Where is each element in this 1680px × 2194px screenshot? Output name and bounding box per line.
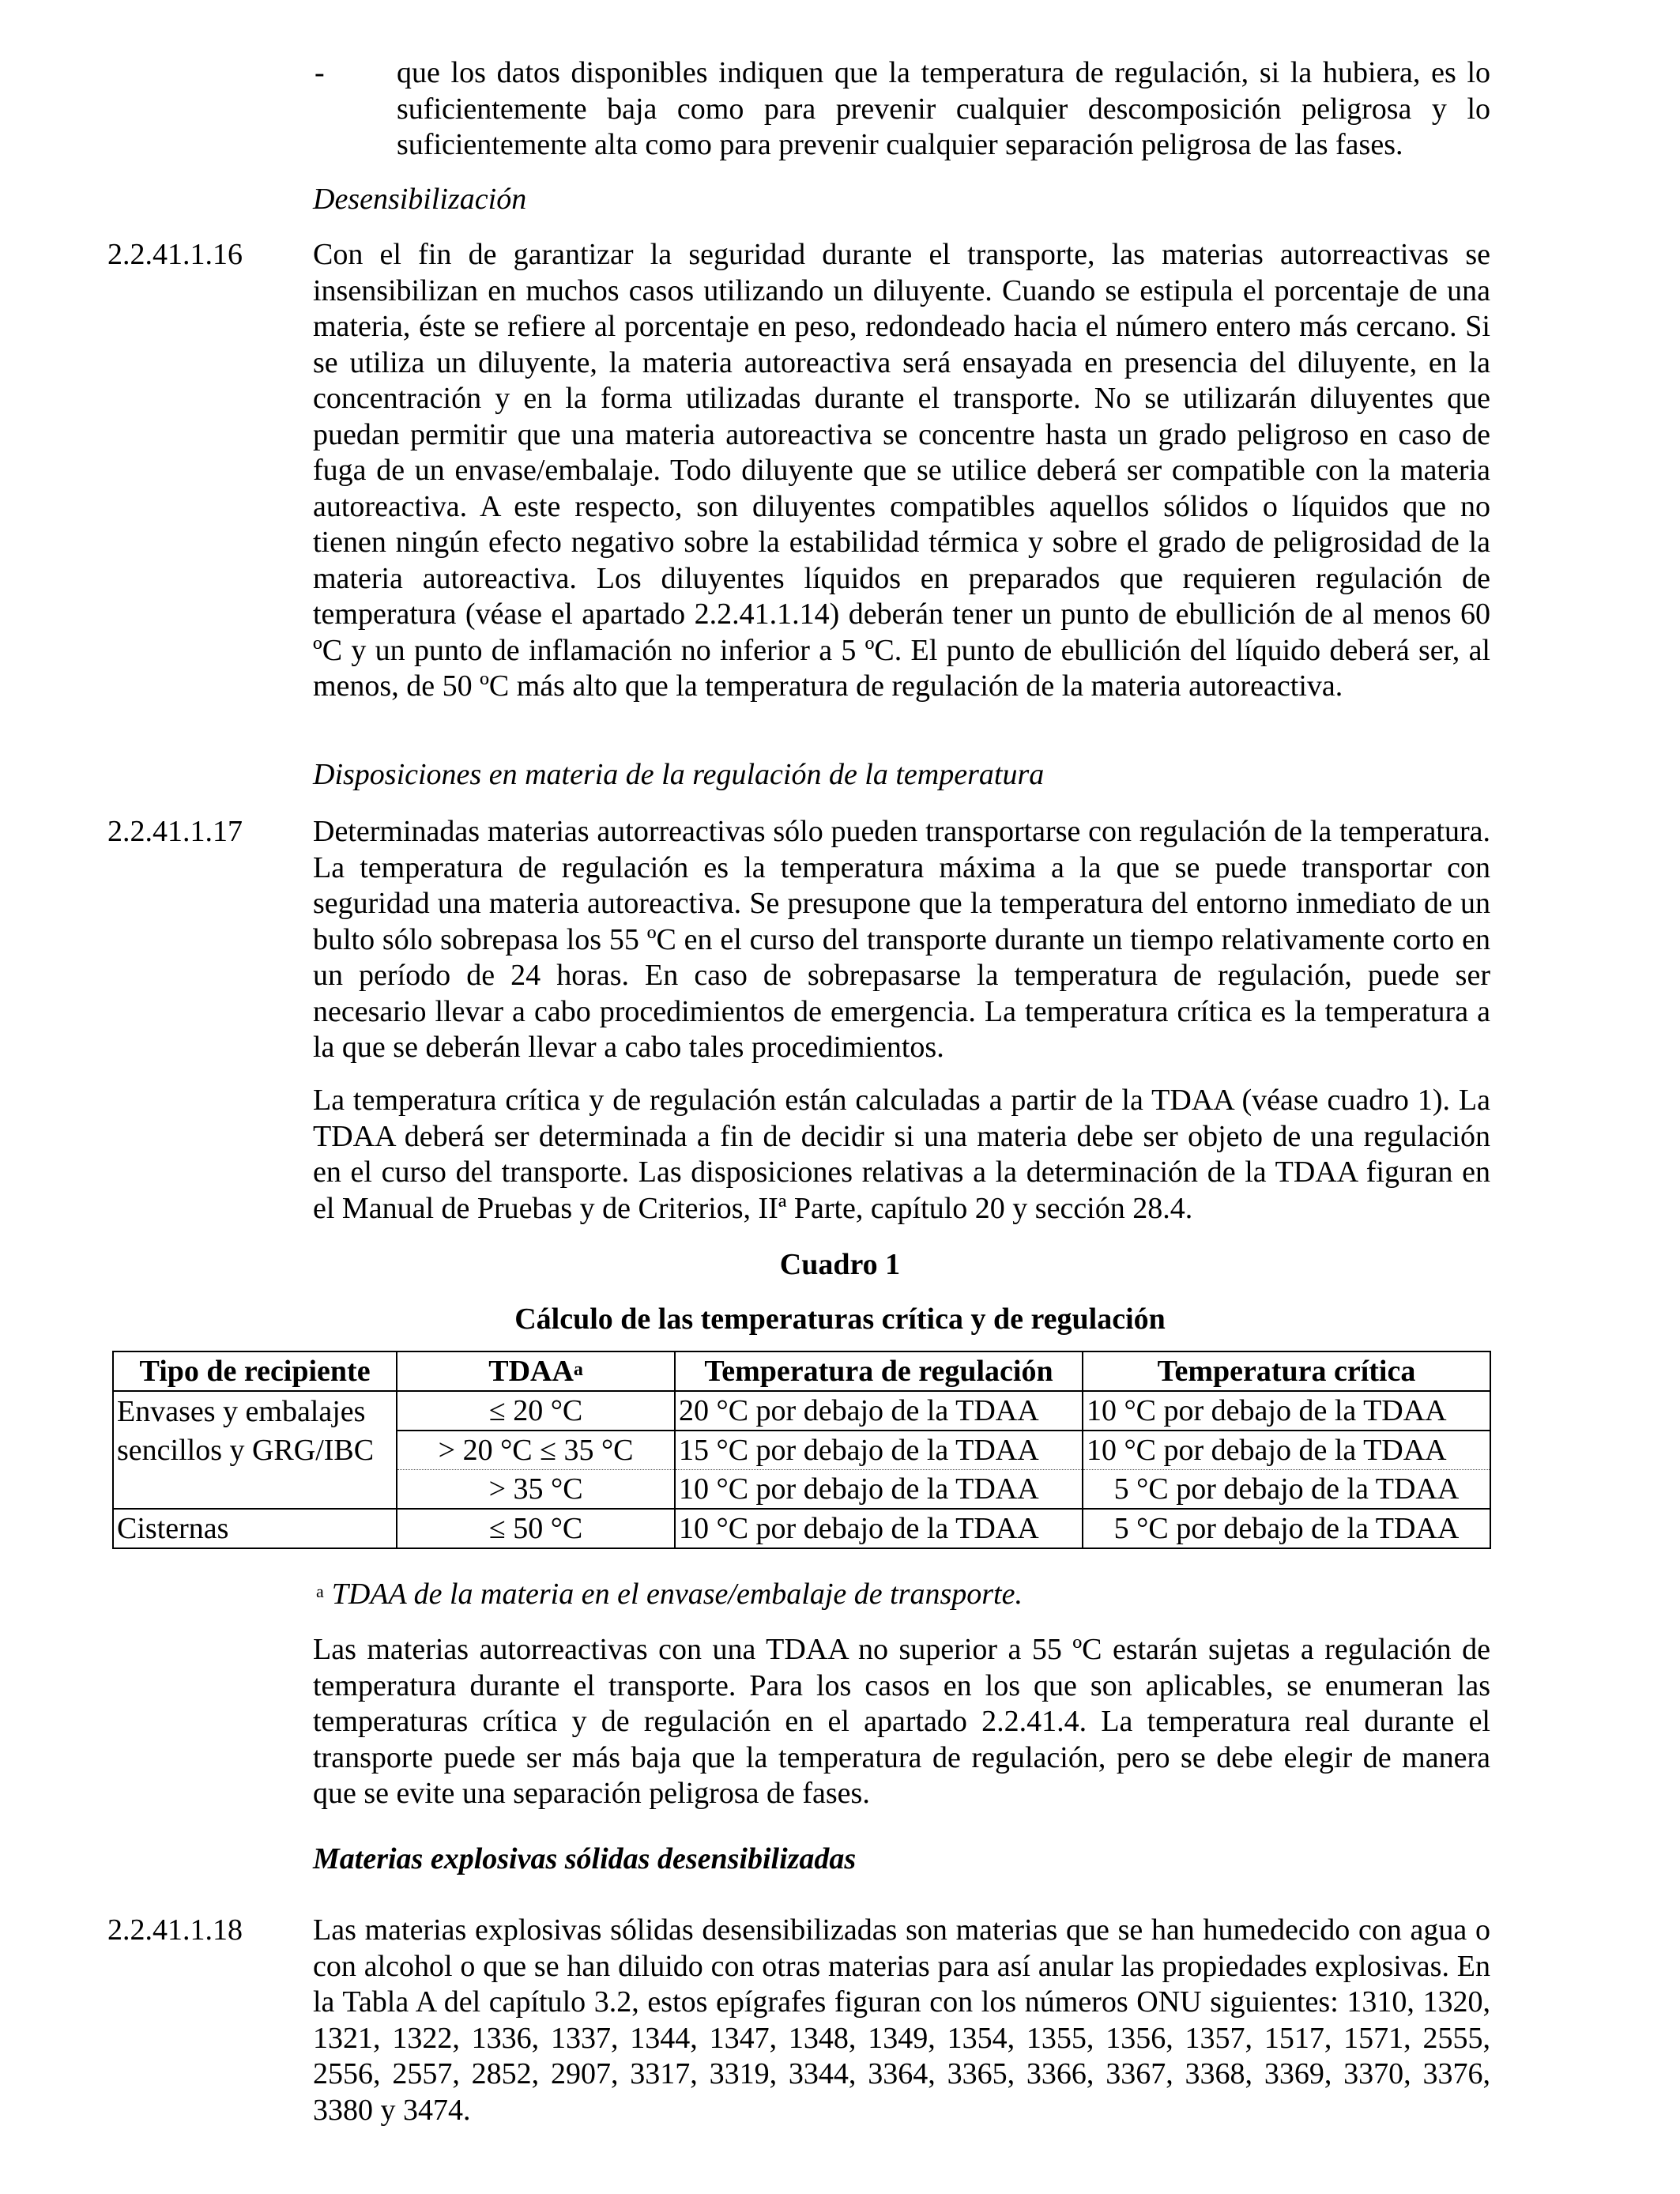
cell-regulacion: 20 °C por debajo de la TDAA	[675, 1391, 1083, 1431]
list-dash: -	[315, 56, 325, 89]
after-table-text: Las materias autorreactivas con una TDAA no superior a 55 ºC estarán sujetas a regulación de temperatura durante el transporte. Para los casos en los que son aplicables, se enumeran las temperaturas crítica y de regulación en el apartado 2.2.41.4. La temperatura real durante el transporte puede ser más baja que la temperatura de regulación, pero se debe elegir de manera que se evite una separación peligrosa de fases.	[313, 1633, 1490, 1810]
table-caption: Cuadro 1	[779, 1248, 901, 1281]
table-row	[113, 1470, 1490, 1510]
header-tipo: Tipo de recipiente	[113, 1351, 397, 1391]
section-text-17: Determinadas materias autorreactivas sólo pueden transportarse con regulación de la temperatura. La temperatura de regulación es la temperatura máxima a la que se puede transportar con seguridad una materia autoreactiva. Se presupone que la temperatura del entorno inmediato de un bulto sólo sobrepasa los 55 ºC en el curso del transporte durante un tiempo relativamente corto en un período de 24 horas. En caso de sobrepasarse la temperatura de regulación, puede ser necesario llevar a cabo procedimientos de emergencia. La temperatura crítica es la temperatura a la que se deberán llevar a cabo tales procedimientos.	[313, 815, 1490, 1064]
section-number-16: 2.2.41.1.16	[107, 238, 243, 271]
section-text-17-second: La temperatura crítica y de regulación están calculadas a partir de la TDAA (véase cuadro 1). La TDAA deberá ser determinada a fin de decidir si una materia debe ser objeto de una regulación en el curso del transporte. Las disposiciones relativas a la determinación de la TDAA figuran en el Manual de Pruebas y de Criterios, IIª Parte, capítulo 20 y sección 28.4.	[313, 1084, 1490, 1225]
table-row	[113, 1509, 1490, 1548]
section-number-18: 2.2.41.1.18	[107, 1913, 243, 1947]
table-title: Cálculo de las temperaturas crítica y de regulación	[514, 1302, 1166, 1336]
table-row	[113, 1391, 1490, 1431]
cell-critica: 10 °C por debajo de la TDAA	[1083, 1391, 1490, 1431]
table-row	[113, 1431, 1490, 1470]
temperature-table	[112, 1351, 1491, 1549]
cell-tdaa: ≤ 50 °C	[397, 1509, 675, 1548]
group-label-empty	[113, 1470, 397, 1510]
header-critica: Temperatura crítica	[1083, 1351, 1490, 1391]
section-text-18: Las materias explosivas sólidas desensibilizadas son materias que se han humedecido con agua o con alcohol o que se han diluido con otras materias para así anular las propiedades explosivas. En la Tabla A del capítulo 3.2, estos epígrafes figuran con los números ONU siguientes: 1310, 1320, 1321, 1322, 1336, 1337, 1344, 1347, 1348, 1349, 1354, 1355, 1356, 1357, 1517, 1571, 2555, 2556, 2557, 2852, 2907, 3317, 3319, 3344, 3364, 3365, 3366, 3367, 3368, 3369, 3370, 3376, 3380 y 3474.	[313, 1913, 1490, 2127]
cell-regulacion: 10 °C por debajo de la TDAA	[675, 1470, 1083, 1510]
cell-critica: 5 °C por debajo de la TDAA	[1083, 1470, 1490, 1510]
group-label-cisternas: Cisternas	[113, 1509, 397, 1548]
cell-regulacion: 15 °C por debajo de la TDAA	[675, 1431, 1083, 1470]
cell-tdaa: ≤ 20 °C	[397, 1391, 675, 1431]
cell-regulacion: 10 °C por debajo de la TDAA	[675, 1509, 1083, 1548]
cell-tdaa: > 20 °C ≤ 35 °C	[397, 1431, 675, 1470]
footnote-text: TDAA de la materia en el envase/embalaje de transporte.	[331, 1578, 1023, 1611]
table-header-row	[113, 1351, 1490, 1391]
heading-desensibilizacion: Desensibilización	[313, 183, 527, 216]
section-number-17: 2.2.41.1.17	[107, 815, 243, 848]
group-label-line2: sencillos y GRG/IBC	[113, 1431, 397, 1470]
heading-regulacion: Disposiciones en materia de la regulación de la temperatura	[313, 758, 1045, 791]
header-tdaa-note: a	[573, 1359, 583, 1380]
group-label-line1: Envases y embalajes	[113, 1391, 397, 1431]
intro-item-text: que los datos disponibles indiquen que la temperatura de regulación, si la hubiera, es lo suficientemente baja como para prevenir cualquier descomposición peligrosa y lo suficientemente alta como para prevenir cualquier separación peligrosa de las fases.	[397, 56, 1490, 161]
header-regulacion: Temperatura de regulación	[675, 1351, 1083, 1391]
header-tdaa-label: TDAA	[488, 1355, 574, 1388]
cell-critica: 5 °C por debajo de la TDAA	[1083, 1509, 1490, 1548]
cell-tdaa: > 35 °C	[397, 1470, 675, 1510]
header-tdaa	[397, 1351, 675, 1391]
footnote-mark: a	[316, 1581, 324, 1601]
table-footnote	[316, 1577, 1023, 1613]
cell-critica: 10 °C por debajo de la TDAA	[1083, 1431, 1490, 1470]
heading-explosivas: Materias explosivas sólidas desensibilizadas	[313, 1842, 857, 1875]
section-text-16: Con el fin de garantizar la seguridad durante el transporte, las materias autorreactivas se insensibilizan en muchos casos utilizando un diluyente. Cuando se estipula el porcentaje de una materia, éste se refiere al porcentaje en peso, redondeado hacia el número entero más cercano. Si se utiliza un diluyente, la materia autoreactiva será ensayada en presencia del diluyente, en la concentración y en la forma utilizadas durante el transporte. No se utilizarán diluyentes que puedan permitir que una materia autoreactiva se concentre hasta un grado peligroso en caso de fuga de un envase/embalaje. Todo diluyente que se utilice deberá ser compatible con la materia autoreactiva. A este respecto, son diluyentes compatibles aquellos sólidos o líquidos que no tienen ningún efecto negativo sobre la estabilidad térmica y sobre el grado de peligrosidad de la materia autoreactiva. Los diluyentes líquidos en preparados que requieren regulación de temperatura (véase el apartado 2.2.41.1.14) deberán tener un punto de ebullición de al menos 60 ºC y un punto de inflamación no inferior a 5 ºC. El punto de ebullición del líquido deberá ser, al menos, de 50 ºC más alto que la temperatura de regulación de la materia autoreactiva.	[313, 238, 1490, 703]
